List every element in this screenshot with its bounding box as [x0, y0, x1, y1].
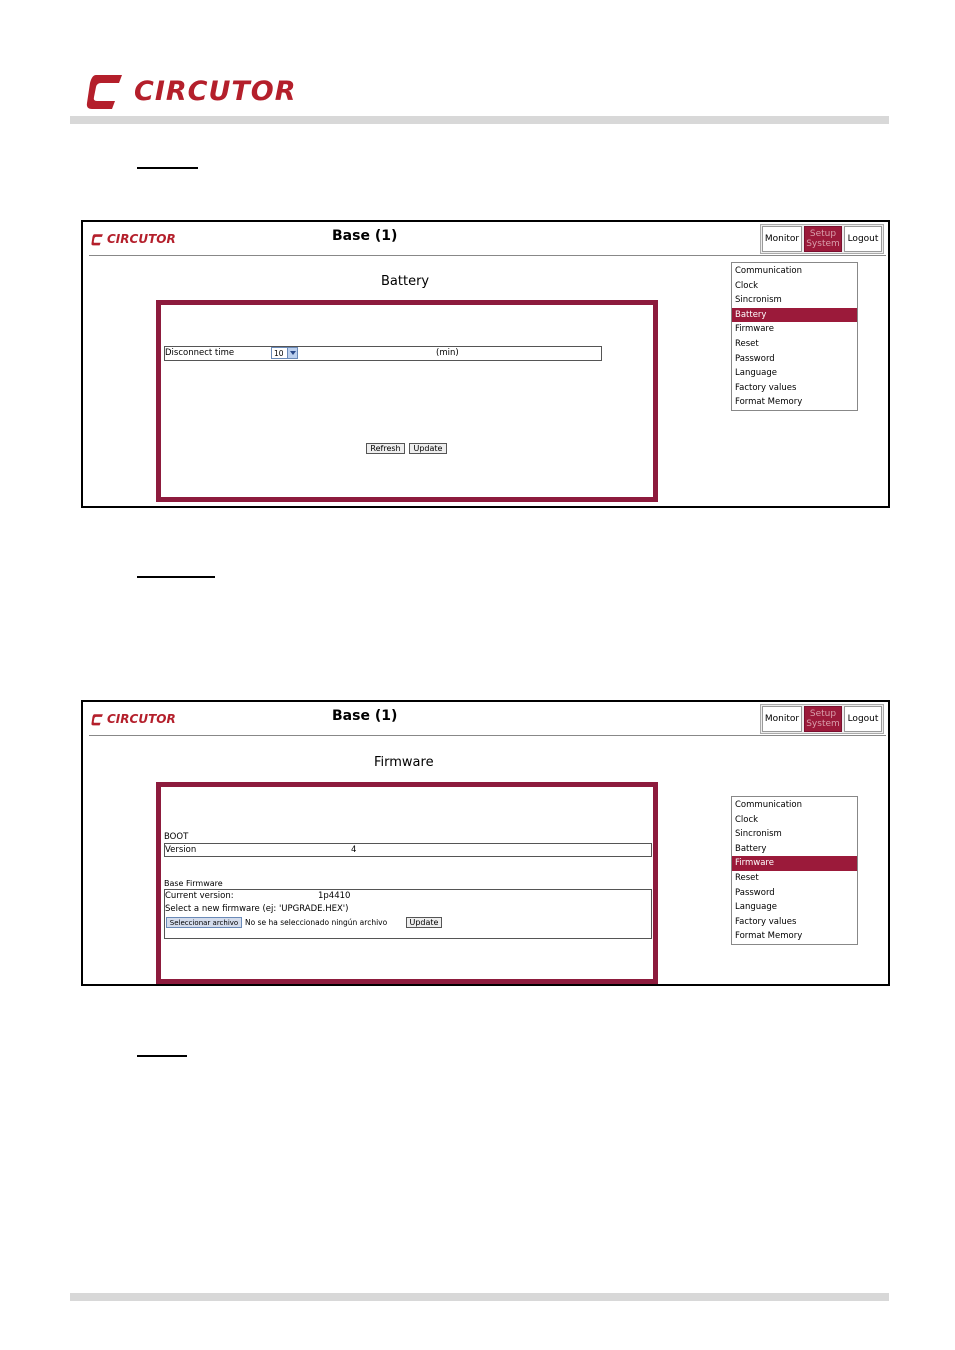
top-nav [760, 224, 884, 254]
menu-item-sincronism[interactable]: Sincronism [735, 829, 782, 840]
menu-item-reset[interactable]: Reset [735, 338, 759, 349]
no-file-label: No se ha seleccionado ningún archivo [245, 918, 388, 927]
menu-item-firmware[interactable]: Firmware [735, 324, 774, 335]
section-underline [137, 167, 198, 169]
menu-item-firmware[interactable]: Firmware [732, 856, 857, 871]
battery-screenshot [81, 220, 890, 508]
footer-rule [70, 1293, 889, 1301]
device-title: Base (1) [332, 228, 398, 244]
circutor-logo-icon [86, 71, 128, 111]
boot-version-label: Version [165, 845, 197, 855]
screen-header-divider [89, 735, 886, 736]
panel-title: Firmware [374, 755, 434, 770]
base-firmware-box [164, 889, 652, 939]
screen-header-divider [89, 255, 886, 256]
menu-item-format-memory[interactable]: Format Memory [735, 931, 803, 942]
firmware-screenshot [81, 700, 890, 986]
setup-system-button[interactable]: Setup System [804, 226, 842, 252]
choose-file-button[interactable]: Seleccionar archivo [166, 917, 242, 928]
boot-version-value: 4 [351, 845, 357, 855]
current-version-label: Current version: [165, 891, 234, 901]
screen-brand: CIRCUTOR [107, 712, 176, 726]
screen-brand: CIRCUTOR [107, 232, 176, 246]
refresh-button[interactable]: Refresh [366, 443, 405, 454]
section-underline [137, 1055, 187, 1057]
menu-item-battery[interactable]: Battery [735, 843, 767, 854]
update-button[interactable]: Update [406, 917, 442, 928]
setup-side-menu [731, 796, 858, 945]
top-nav [760, 704, 884, 734]
circutor-logo-icon [91, 713, 105, 726]
device-title: Base (1) [332, 708, 398, 724]
update-button[interactable]: Update [409, 443, 447, 454]
circutor-logo-icon [91, 233, 105, 246]
boot-heading: BOOT [164, 832, 189, 842]
screen-logo [91, 232, 176, 246]
monitor-button[interactable]: Monitor [762, 226, 802, 252]
current-version-value: 1p4410 [318, 891, 351, 901]
brand-name: CIRCUTOR [134, 75, 297, 107]
unit-label: (min) [436, 348, 459, 358]
page-logo [86, 70, 297, 112]
menu-item-password[interactable]: Password [735, 353, 775, 364]
battery-settings-frame [156, 300, 658, 502]
menu-item-communication[interactable]: Communication [735, 266, 802, 276]
menu-item-reset[interactable]: Reset [735, 872, 759, 883]
menu-item-factory-values[interactable]: Factory values [735, 916, 797, 927]
menu-item-clock[interactable]: Clock [735, 814, 759, 825]
logout-button[interactable]: Logout [844, 706, 882, 732]
menu-item-language[interactable]: Language [735, 368, 777, 379]
menu-item-format-memory[interactable]: Format Memory [735, 397, 803, 408]
screen-logo [91, 712, 176, 726]
logout-button[interactable]: Logout [844, 226, 882, 252]
disconnect-time-label: Disconnect time [165, 348, 235, 358]
firmware-settings-frame [156, 782, 658, 984]
menu-item-communication[interactable]: Communication [735, 800, 802, 810]
base-firmware-heading: Base Firmware [164, 879, 223, 888]
setup-system-button[interactable]: Setup System [804, 706, 842, 732]
disconnect-time-value: 10 [274, 348, 284, 358]
header-rule [70, 116, 889, 124]
setup-side-menu [731, 262, 858, 411]
menu-item-sincronism[interactable]: Sincronism [735, 295, 782, 306]
boot-version-row [164, 843, 652, 857]
menu-item-factory-values[interactable]: Factory values [735, 382, 797, 393]
select-firmware-label: Select a new firmware (ej: 'UPGRADE.HEX') [165, 904, 349, 914]
disconnect-time-select[interactable] [271, 347, 298, 359]
menu-item-password[interactable]: Password [735, 887, 775, 898]
chevron-down-icon [287, 348, 297, 358]
section-underline [137, 576, 215, 578]
panel-title: Battery [381, 274, 430, 289]
menu-item-clock[interactable]: Clock [735, 280, 759, 291]
menu-item-language[interactable]: Language [735, 902, 777, 913]
monitor-button[interactable]: Monitor [762, 706, 802, 732]
menu-item-battery[interactable]: Battery [732, 308, 857, 323]
